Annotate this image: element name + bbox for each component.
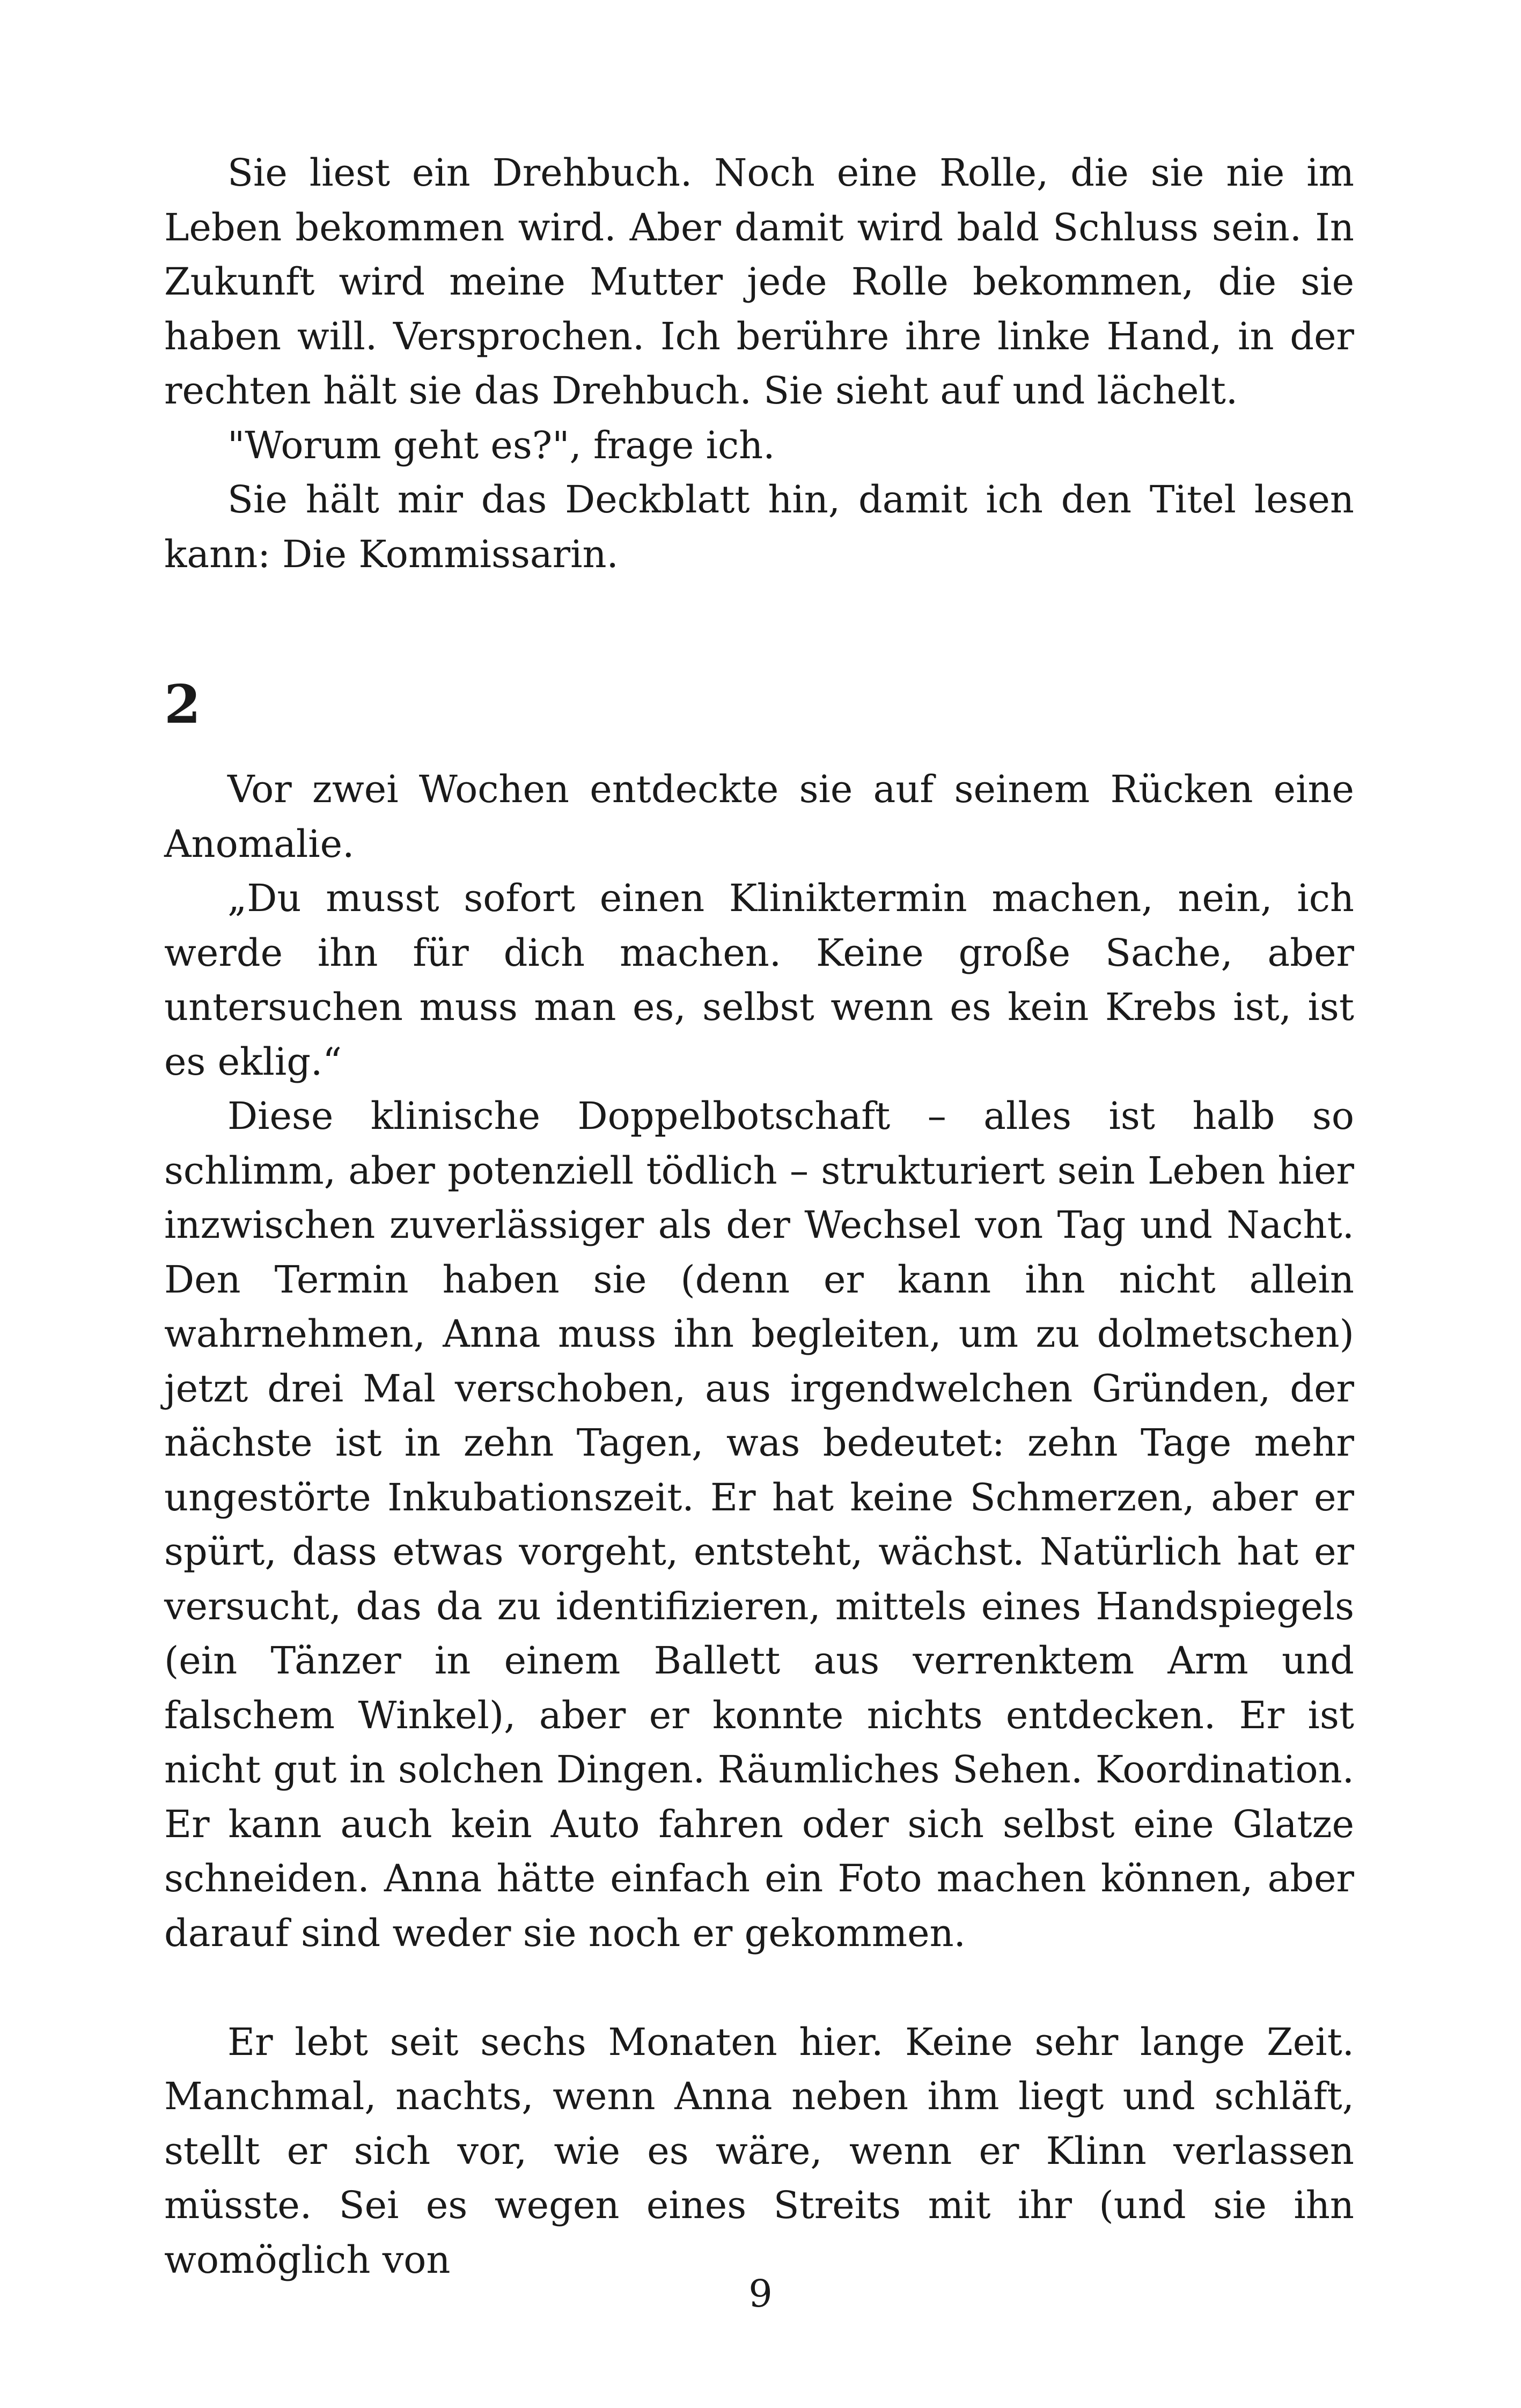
page-number: 9 xyxy=(748,2272,773,2316)
section-break xyxy=(164,1961,1354,2015)
paragraph: Er lebt seit sechs Monaten hier. Keine sehr lange Zeit. Manchmal, nachts, wenn Anna neben ihm liegt und schläft, stellt er sich vor, wie es wäre, wenn er Klinn verlassen müsste. Sei es wegen eines Streits mit ihr (und sie ihn womöglich von xyxy=(164,2020,1354,2282)
section-continuation xyxy=(164,146,1354,582)
paragraph: Sie liest ein Drehbuch. Noch eine Rolle, die sie nie im Leben bekommen wird. Aber damit wird bald Schluss sein. In Zukunft wird meine Mutter jede Rolle bekommen, die sie haben will. Versprochen. Ich berühre ihre linke Hand, in der rechten hält sie das Drehbuch. Sie sieht auf und lächelt. xyxy=(164,151,1354,413)
paragraph: „Du musst sofort einen Kliniktermin machen, nein, ich werde ihn für dich machen. Keine große Sache, aber untersuchen muss man es, selbst wenn es kein Krebs ist, ist es eklig.“ xyxy=(164,876,1354,1084)
chapter-number: 2 xyxy=(164,674,201,736)
paragraph: Sie hält mir das Deckblatt hin, damit ich den Titel lesen kann: Die Kommissarin. xyxy=(164,478,1354,576)
paragraph: "Worum geht es?", frage ich. xyxy=(227,423,775,467)
paragraph: Vor zwei Wochen entdeckte sie auf seinem Rücken eine Anomalie. xyxy=(164,767,1354,866)
chapter-body xyxy=(164,762,1354,2287)
paragraph: Diese klinische Doppelbotschaft – alles ist halb so schlimm, aber potenziell tödlich – strukturiert sein Leben hier inzwischen zuverlässiger als der Wechsel von Tag und Nacht. Den Termin haben sie (denn er kann ihn nicht allein wahrnehmen, Anna muss ihn begleiten, um zu dolmetschen) jetzt drei Mal verschoben, aus irgendwelchen Gründen, der nächste ist in zehn Tagen, was bedeutet: zehn Tage mehr ungestörte Inkubationszeit. Er hat keine Schmerzen, aber er spürt, dass etwas vorgeht, entsteht, wächst. Natürlich hat er versucht, das da zu identifizieren, mittels eines Handspiegels (ein Tänzer in einem Ballett aus verrenktem Arm und falschem Winkel), aber er konnte nichts entdecken. Er ist nicht gut in solchen Dingen. Räumliches Sehen. Koordination. Er kann auch kein Auto fahren oder sich selbst eine Glatze schneiden. Anna hätte einfach ein Foto machen können, aber darauf sind weder sie noch er gekommen. xyxy=(164,1094,1354,1955)
book-page xyxy=(164,146,1354,2287)
